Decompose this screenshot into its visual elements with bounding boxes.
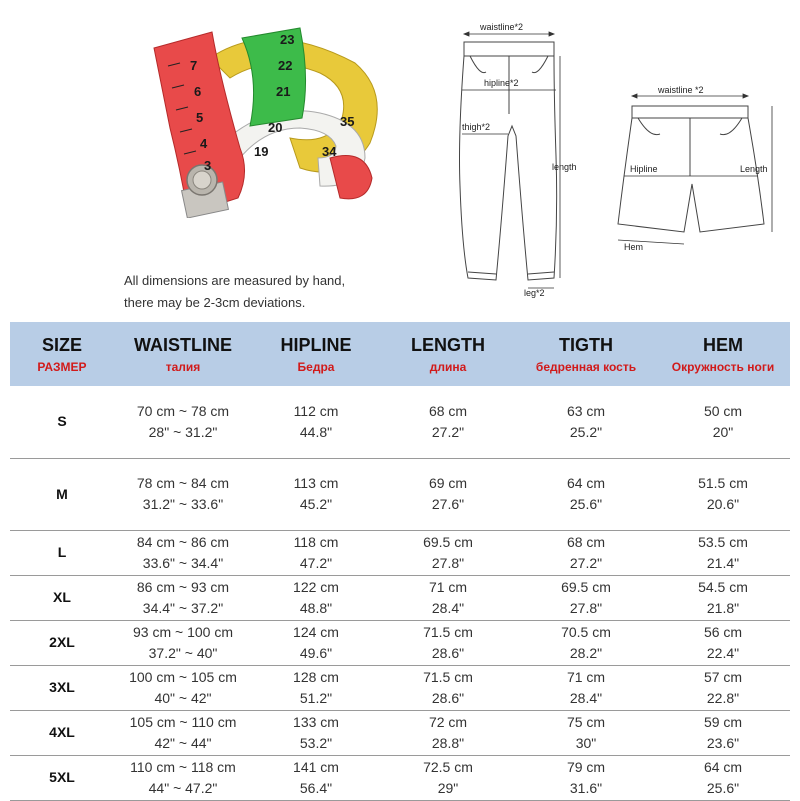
shorts-hem-label: Hem — [624, 242, 644, 252]
waist-cell: 84 cm ~ 86 cm 33.6" ~ 34.4" — [114, 530, 252, 575]
thigh-cell: 71 cm 28.4" — [516, 665, 656, 710]
hip-cell: 141 cm 56.4" — [252, 755, 380, 800]
thigh-cell: 64 cm 25.6" — [516, 458, 656, 530]
length-cell: 69.5 cm 27.8" — [380, 530, 516, 575]
tape-number: 22 — [278, 58, 293, 73]
hem-cell: 59 cm 23.6" — [656, 710, 790, 755]
header-thigh: TIGTH бедренная кость — [535, 334, 637, 374]
tape-number: 4 — [200, 136, 208, 151]
header-waistline: WAISTLINE талия — [134, 334, 232, 374]
table-row — [10, 620, 790, 665]
tape-number: 20 — [268, 120, 283, 135]
length-cell: 71 cm 28.4" — [380, 575, 516, 620]
shorts-diagram — [608, 84, 793, 254]
size-cell: 4XL — [10, 710, 114, 755]
pants-hipline-label: hipline*2 — [484, 78, 519, 88]
table-row — [10, 755, 790, 800]
waist-cell: 70 cm ~ 78 cm 28" ~ 31.2" — [114, 386, 252, 458]
hem-cell: 53.5 cm 21.4" — [656, 530, 790, 575]
length-cell: 72 cm 28.8" — [380, 710, 516, 755]
length-cell: 71.5 cm 28.6" — [380, 620, 516, 665]
thigh-cell: 79 cm 31.6" — [516, 755, 656, 800]
hip-cell: 113 cm 45.2" — [252, 458, 380, 530]
table-row — [10, 386, 790, 458]
waist-cell: 100 cm ~ 105 cm 40" ~ 42" — [114, 665, 252, 710]
header-length: LENGTH длина — [411, 334, 485, 374]
tape-number: 7 — [190, 58, 198, 73]
hip-cell: 133 cm 53.2" — [252, 710, 380, 755]
pants-length-label: length — [552, 162, 577, 172]
hem-cell: 51.5 cm 20.6" — [656, 458, 790, 530]
shorts-hipline-label: Hipline — [630, 164, 658, 174]
tape-number: 5 — [196, 110, 204, 125]
waist-cell: 86 cm ~ 93 cm 34.4" ~ 37.2" — [114, 575, 252, 620]
size-cell: S — [10, 386, 114, 458]
tape-number: 35 — [340, 114, 355, 129]
hem-cell: 54.5 cm 21.8" — [656, 575, 790, 620]
waist-cell: 93 cm ~ 100 cm 37.2" ~ 40" — [114, 620, 252, 665]
waist-cell: 110 cm ~ 118 cm 44" ~ 47.2" — [114, 755, 252, 800]
length-cell: 72.5 cm 29" — [380, 755, 516, 800]
hip-cell: 128 cm 51.2" — [252, 665, 380, 710]
waist-cell: 105 cm ~ 110 cm 42" ~ 44" — [114, 710, 252, 755]
size-cell: 3XL — [10, 665, 114, 710]
note-line: All dimensions are measured by hand, — [124, 273, 346, 288]
pants-waistline-label: waistline*2 — [480, 22, 524, 32]
size-cell: 2XL — [10, 620, 114, 665]
size-chart-table — [10, 322, 790, 801]
shorts-length-label: Length — [740, 164, 768, 174]
measurement-note — [124, 270, 345, 314]
header-hem: HEM Окружность ноги — [671, 334, 775, 374]
tape-number: 19 — [254, 144, 269, 159]
size-cell: 5XL — [10, 755, 114, 800]
header-hipline: HIPLINE Бедра — [280, 334, 352, 374]
thigh-cell: 69.5 cm 27.8" — [516, 575, 656, 620]
tape-number: 23 — [280, 32, 295, 47]
hem-cell: 64 cm 25.6" — [656, 755, 790, 800]
hem-cell: 50 cm 20" — [656, 386, 790, 458]
waist-cell: 78 cm ~ 84 cm 31.2" ~ 33.6" — [114, 458, 252, 530]
header-size: SIZE РАЗМЕР — [37, 334, 87, 374]
illustration-area — [0, 0, 800, 322]
tape-number: 21 — [276, 84, 291, 99]
table-row — [10, 530, 790, 575]
hip-cell: 118 cm 47.2" — [252, 530, 380, 575]
table-row — [10, 665, 790, 710]
thigh-cell: 70.5 cm 28.2" — [516, 620, 656, 665]
tape-number: 34 — [322, 144, 337, 159]
thigh-cell: 68 cm 27.2" — [516, 530, 656, 575]
note-line: there may be 2-3cm deviations. — [124, 295, 306, 310]
tape-number: 6 — [194, 84, 202, 99]
pants-diagram — [436, 16, 596, 298]
size-cell: M — [10, 458, 114, 530]
hip-cell: 124 cm 49.6" — [252, 620, 380, 665]
length-cell: 69 cm 27.6" — [380, 458, 516, 530]
table-row — [10, 458, 790, 530]
tape-number: 3 — [204, 158, 212, 173]
size-cell: XL — [10, 575, 114, 620]
pants-leg-label: leg*2 — [524, 288, 545, 298]
hem-cell: 57 cm 22.8" — [656, 665, 790, 710]
thigh-cell: 63 cm 25.2" — [516, 386, 656, 458]
table-row — [10, 575, 790, 620]
table-header-row — [10, 322, 790, 386]
hip-cell: 122 cm 48.8" — [252, 575, 380, 620]
measuring-tape-image — [150, 18, 390, 218]
thigh-cell: 75 cm 30" — [516, 710, 656, 755]
table-row — [10, 710, 790, 755]
hip-cell: 112 cm 44.8" — [252, 386, 380, 458]
length-cell: 68 cm 27.2" — [380, 386, 516, 458]
length-cell: 71.5 cm 28.6" — [380, 665, 516, 710]
shorts-waistline-label: waistline *2 — [658, 85, 704, 95]
hem-cell: 56 cm 22.4" — [656, 620, 790, 665]
size-cell: L — [10, 530, 114, 575]
pants-thigh-label: thigh*2 — [462, 122, 491, 132]
